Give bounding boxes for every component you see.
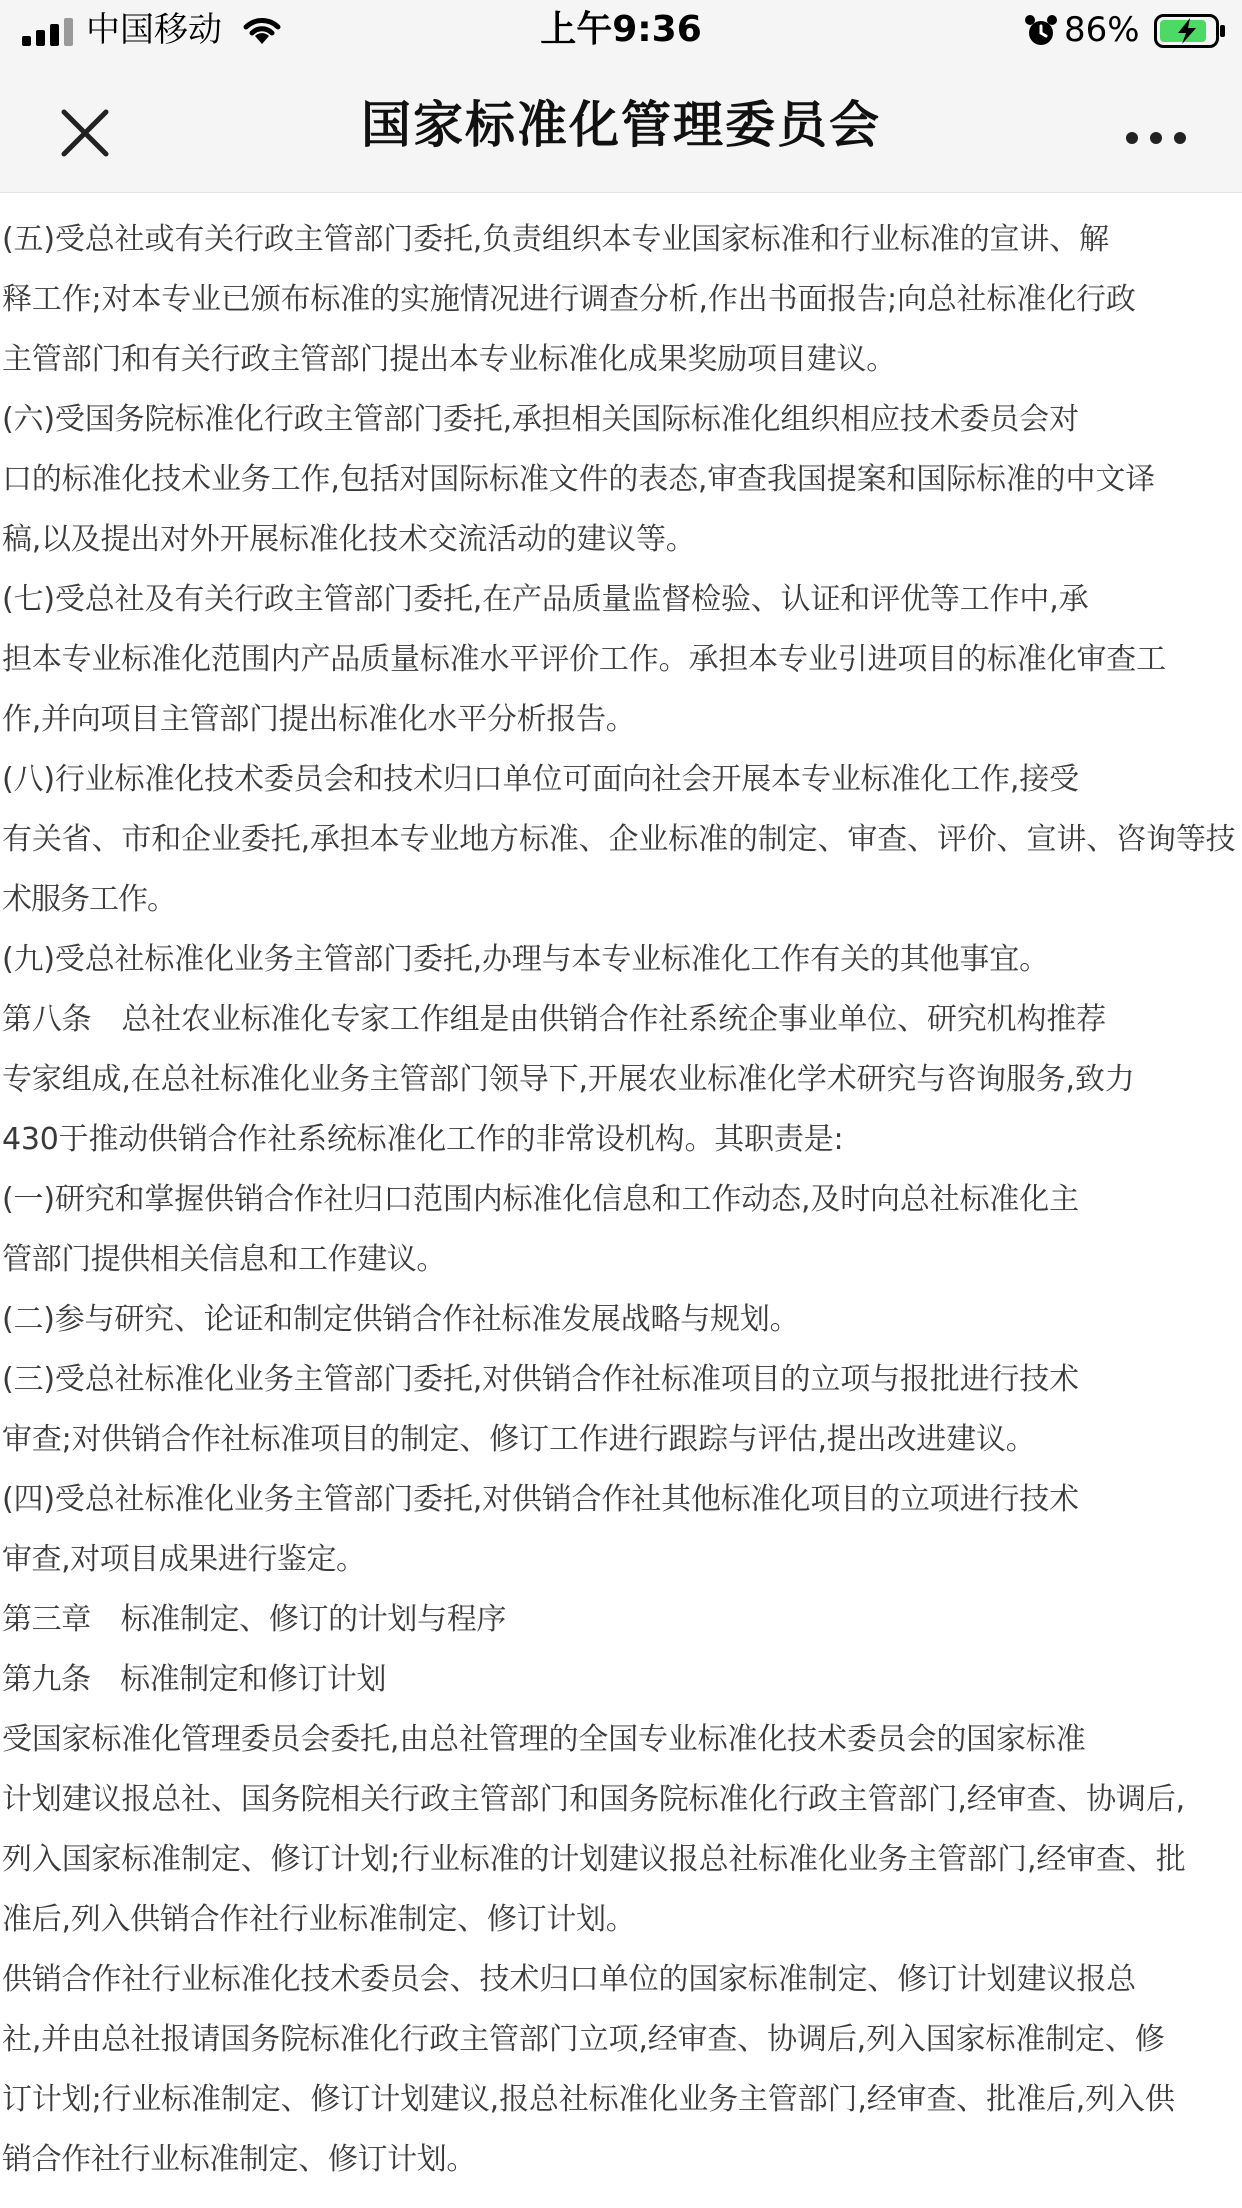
article-line: 主管部门和有关行政主管部门提出本专业标准化成果奖励项目建议。	[2, 342, 896, 377]
article-line: 作,并向项目主管部门提出标准化水平分析报告。	[2, 702, 636, 737]
battery-percent: 86%	[1064, 10, 1140, 50]
article-line: 准后,列入供销合作社行业标准制定、修订计划。	[2, 1902, 636, 1937]
article-line: (五)受总社或有关行政主管部门委托,负责组织本专业国家标准和行业标准的宣讲、解	[2, 222, 1109, 257]
article-line: (六)受国务院标准化行政主管部门委托,承担相关国际标准化组织相应技术委员会对	[2, 402, 1079, 437]
article-line: 审查;对供销合作社标准项目的制定、修订工作进行跟踪与评估,提出改进建议。	[2, 1422, 1036, 1457]
article-line: 第八条 总社农业标准化专家工作组是由供销合作社系统企事业单位、研究机构推荐	[2, 1002, 1106, 1037]
article-line: 专家组成,在总社标准化业务主管部门领导下,开展农业标准化学术研究与咨询服务,致力	[2, 1062, 1135, 1097]
close-icon[interactable]	[50, 98, 120, 168]
article-line: 有关省、市和企业委托,承担本专业地方标准、企业标准的制定、审查、评价、宣讲、咨询等技	[2, 822, 1236, 857]
nav-bar	[0, 62, 1242, 193]
article-line: 稿,以及提出对外开展标准化技术交流活动的建议等。	[2, 522, 696, 557]
article-line: 审查,对项目成果进行鉴定。	[2, 1542, 366, 1577]
article-line: 第九条 标准制定和修订计划	[2, 1662, 386, 1697]
article-line: 销合作社行业标准制定、修订计划。	[2, 2142, 476, 2177]
status-bar	[0, 0, 1242, 62]
article-line: 受国家标准化管理委员会委托,由总社管理的全国专业标准化技术委员会的国家标准	[2, 1722, 1086, 1757]
article-line: (一)研究和掌握供销合作社归口范围内标准化信息和工作动态,及时向总社标准化主	[2, 1182, 1079, 1217]
status-time: 上午9:36	[540, 9, 702, 50]
article-line: (八)行业标准化技术委员会和技术归口单位可面向社会开展本专业标准化工作,接受	[2, 762, 1079, 797]
article-line: (二)参与研究、论证和制定供销合作社标准发展战略与规划。	[2, 1302, 800, 1337]
article-line: 计划建议报总社、国务院相关行政主管部门和国务院标准化行政主管部门,经审查、协调后,	[2, 1782, 1186, 1817]
article-line: 第三章 标准制定、修订的计划与程序	[2, 1602, 506, 1637]
article-line: 列入国家标准制定、修订计划;行业标准的计划建议报总社标准化业务主管部门,经审查、批	[2, 1842, 1186, 1877]
article-line: (四)受总社标准化业务主管部门委托,对供销合作社其他标准化项目的立项进行技术	[2, 1482, 1079, 1517]
article-content	[0, 210, 1242, 2206]
carrier-name: 中国移动	[86, 10, 222, 50]
article-line: 供销合作社行业标准化技术委员会、技术归口单位的国家标准制定、修订计划建议报总	[2, 1962, 1136, 1997]
article-line: 释工作;对本专业已颁布标准的实施情况进行调查分析,作出书面报告;向总社标准化行政	[2, 282, 1136, 317]
alarm-icon	[1024, 14, 1058, 48]
article-line: 术服务工作。	[2, 882, 176, 917]
article-line: 社,并由总社报请国务院标准化行政主管部门立项,经审查、协调后,列入国家标准制定、修	[2, 2022, 1165, 2057]
more-icon[interactable]	[1120, 108, 1192, 168]
page-title: 国家标准化管理委员会	[361, 96, 881, 154]
article-line: 口的标准化技术业务工作,包括对国际标准文件的表态,审查我国提案和国际标准的中文译	[2, 462, 1156, 497]
article-line: 担本专业标准化范围内产品质量标准水平评价工作。承担本专业引进项目的标准化审查工	[2, 642, 1166, 677]
article-line: 订计划;行业标准制定、修订计划建议,报总社标准化业务主管部门,经审查、批准后,列入供	[2, 2082, 1175, 2117]
article-line: (九)受总社标准化业务主管部门委托,办理与本专业标准化工作有关的其他事宜。	[2, 942, 1049, 977]
battery-charging-icon	[1154, 14, 1226, 48]
article-line: 管部门提供相关信息和工作建议。	[2, 1242, 446, 1277]
article-line: (三)受总社标准化业务主管部门委托,对供销合作社标准项目的立项与报批进行技术	[2, 1362, 1079, 1397]
article-line: 430于推动供销合作社系统标准化工作的非常设机构。其职责是:	[2, 1122, 844, 1157]
article-line: (七)受总社及有关行政主管部门委托,在产品质量监督检验、认证和评优等工作中,承	[2, 582, 1089, 617]
